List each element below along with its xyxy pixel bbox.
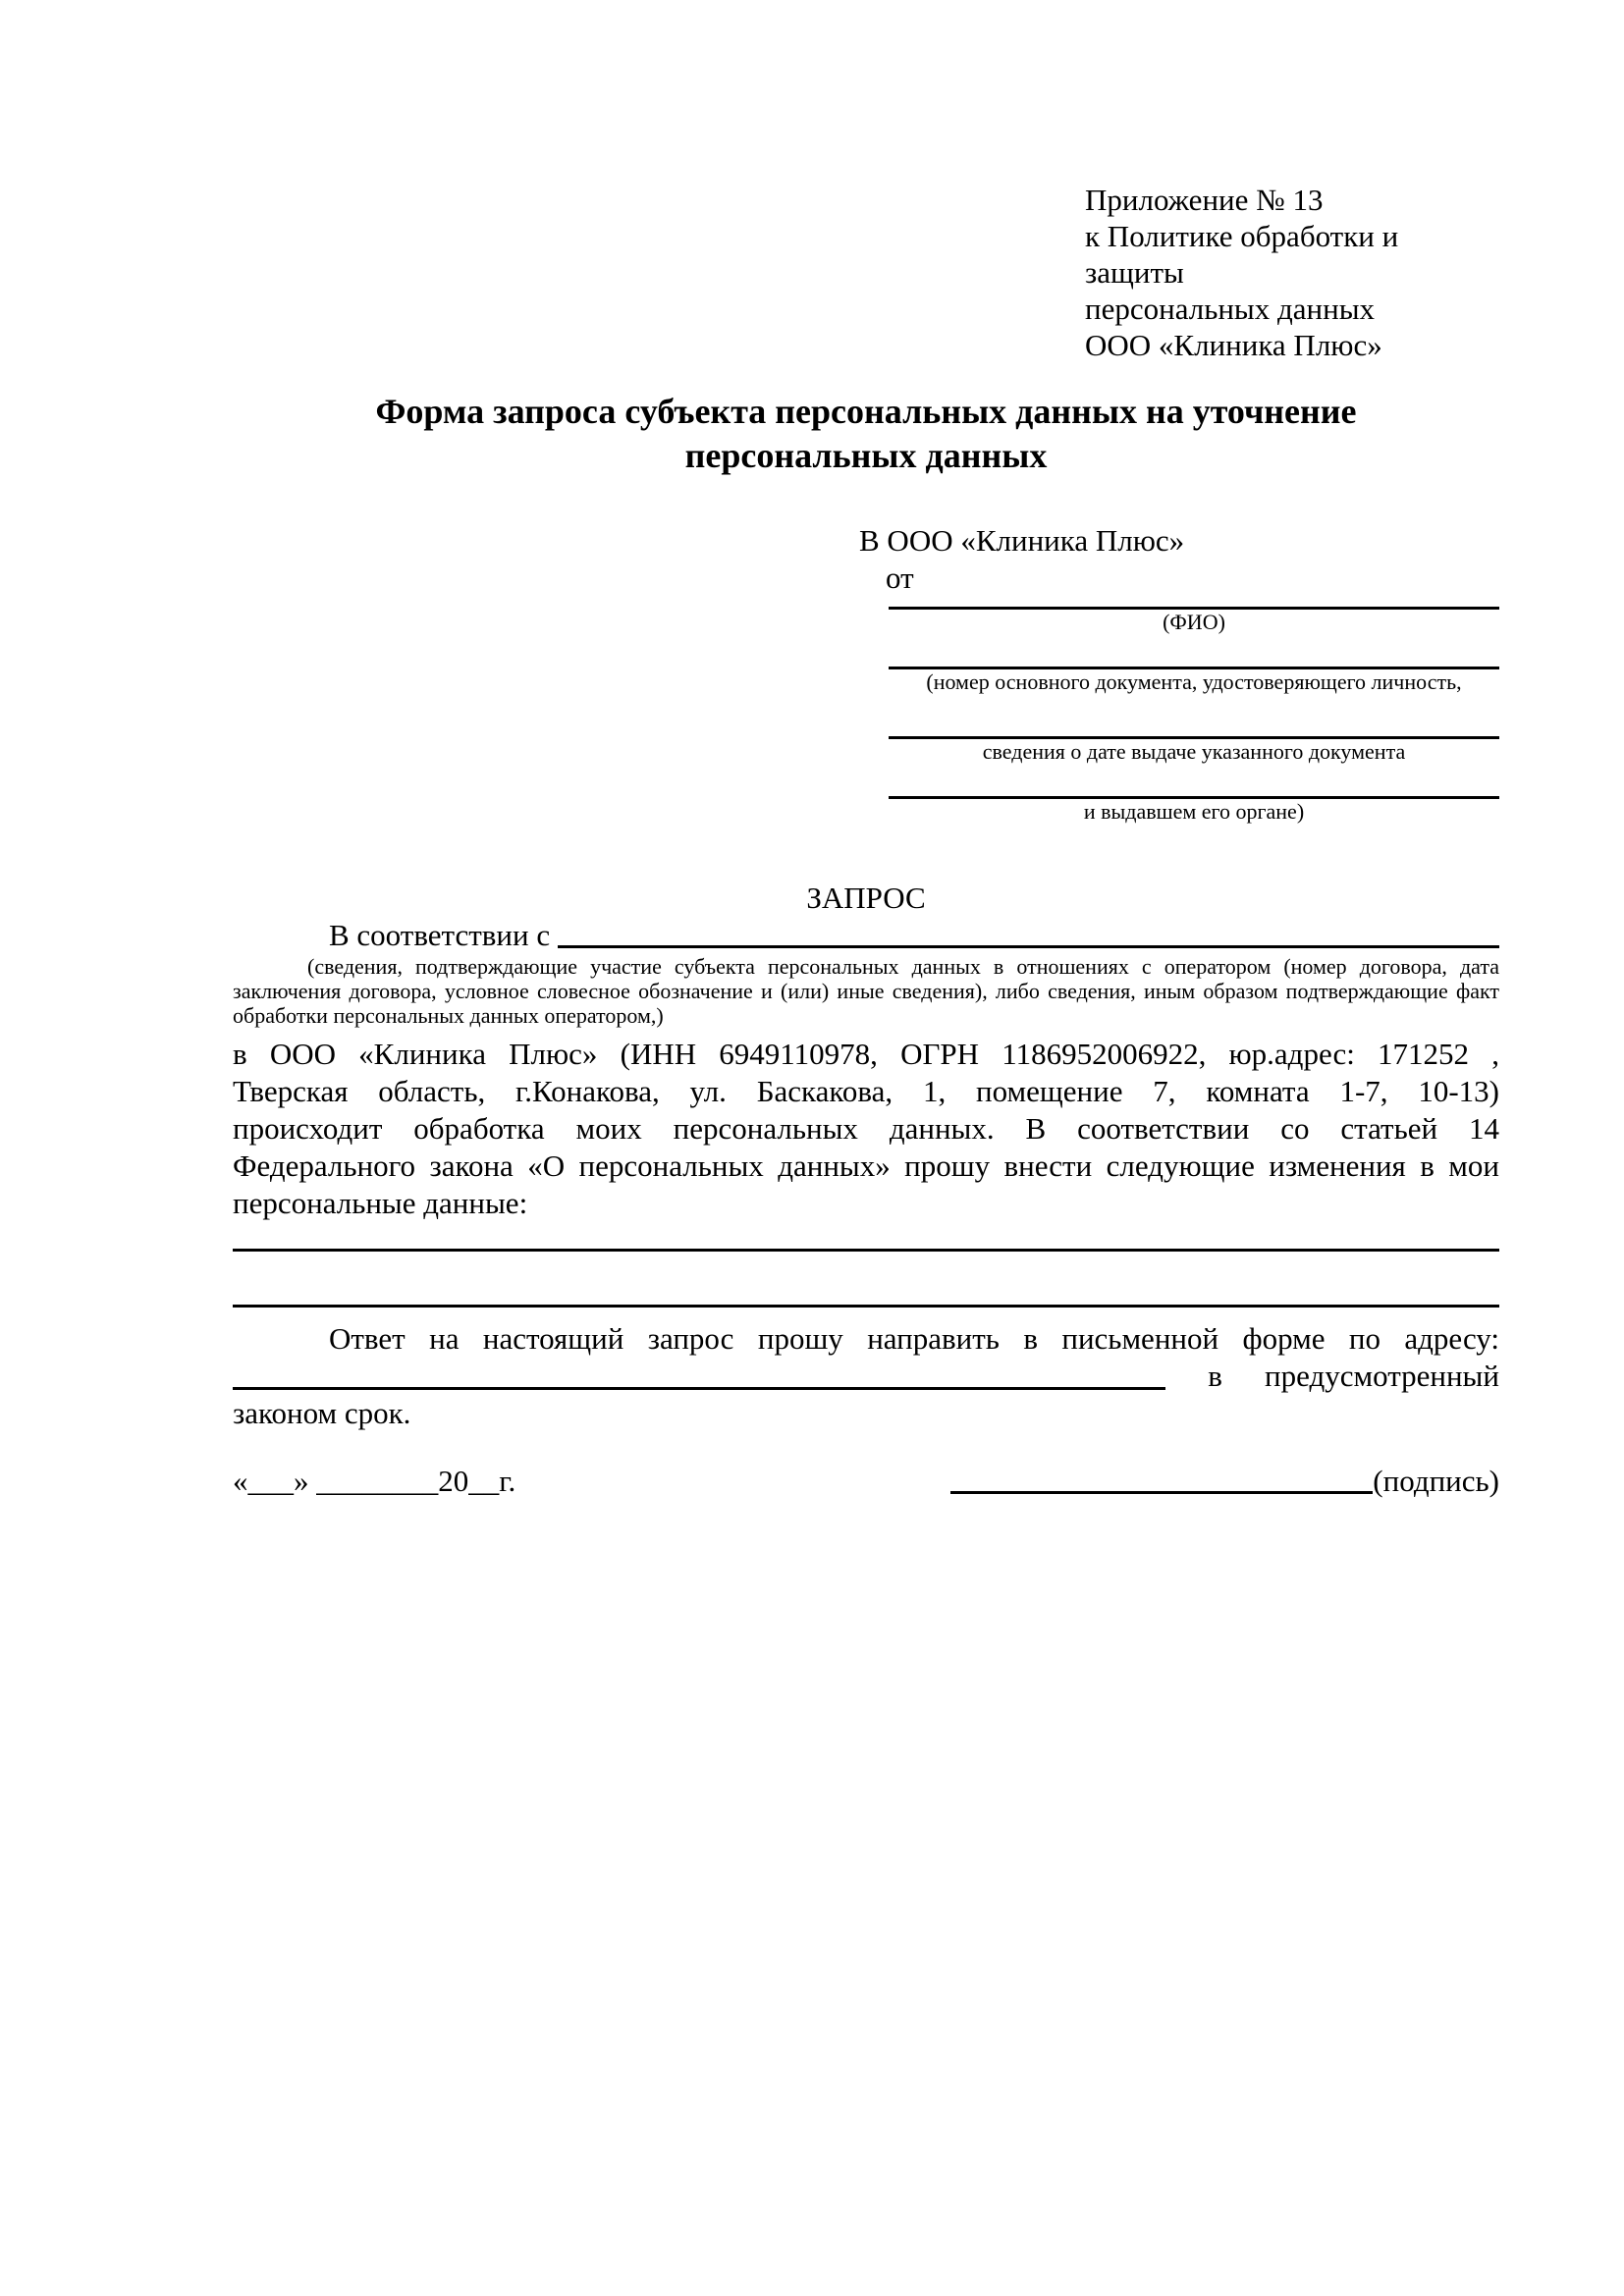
response-address-row bbox=[233, 1358, 1499, 1395]
issuing-authority-caption: и выдавшем его органе) bbox=[1083, 799, 1305, 824]
appendix-header bbox=[1085, 182, 1499, 363]
signature-group bbox=[950, 1463, 1499, 1500]
basis-footnote bbox=[233, 954, 1499, 1028]
basis-field-line bbox=[558, 917, 1499, 948]
basis-footnote-line3: обработки персональных данных оператором,) bbox=[233, 1003, 664, 1028]
fio-caption: (ФИО) bbox=[1163, 610, 1225, 634]
document-number-field-line bbox=[889, 634, 1499, 669]
request-body-line1: в ООО «Клиника Плюс» (ИНН 6949110978, ОГРН 1186952006922, юр.адрес: 171252 , bbox=[233, 1037, 1499, 1071]
issue-date-field-line bbox=[889, 694, 1499, 739]
addressee-fields bbox=[889, 597, 1499, 824]
document-number-caption: (номер основного документа, удостоверяющего личность, bbox=[926, 669, 1462, 694]
request-body-line3: происходит обработка моих персональных данных. В соответствии со статьей 14 bbox=[233, 1111, 1499, 1146]
request-body-line5: персональные данные: bbox=[233, 1186, 528, 1220]
page-title-line1: Форма запроса субъекта персональных данных на уточнение bbox=[375, 392, 1357, 431]
fio-field-line bbox=[889, 597, 1499, 610]
request-body-line4: Федерального закона «О персональных данных» прошу внести следующие изменения в мои bbox=[233, 1148, 1499, 1183]
request-body-paragraph bbox=[233, 1036, 1499, 1222]
appendix-line-number: Приложение № 13 bbox=[1085, 183, 1324, 217]
response-line1: Ответ на настоящий запрос прошу направить в письменной форме по адресу: bbox=[329, 1321, 1499, 1356]
addressee-to: В ООО «Клиника Плюс» bbox=[859, 523, 1185, 558]
addressee-block bbox=[859, 522, 1499, 824]
request-heading: ЗАПРОС bbox=[806, 881, 926, 915]
date-blank-template: «___» ________20__г. bbox=[233, 1464, 516, 1498]
date-signature-row bbox=[233, 1463, 1499, 1500]
page-title bbox=[233, 390, 1499, 478]
page-title-line2: персональных данных bbox=[684, 436, 1048, 475]
signature-field-line bbox=[950, 1465, 1373, 1494]
appendix-line-data: персональных данных bbox=[1085, 292, 1376, 326]
request-body-line2: Тверская область, г.Конакова, ул. Баскакова, 1, помещение 7, комната 1-7, 10-13) bbox=[233, 1074, 1499, 1108]
response-address-field-line bbox=[233, 1387, 1165, 1390]
response-word-in: в bbox=[1208, 1359, 1222, 1393]
changes-field-line-1 bbox=[233, 1249, 1499, 1252]
appendix-line-company: ООО «Клиника Плюс» bbox=[1085, 328, 1382, 362]
request-intro-prefix: В соответствии с bbox=[329, 918, 558, 952]
appendix-line-policy: к Политике обработки и защиты bbox=[1085, 219, 1399, 290]
issuing-authority-field-line bbox=[889, 764, 1499, 799]
basis-footnote-line1: (сведения, подтверждающие участие субъекта персональных данных в отношениях с оператором (номер договора, дата bbox=[307, 954, 1499, 979]
changes-field-line-2 bbox=[233, 1305, 1499, 1308]
issue-date-caption: сведения о дате выдаче указанного документа bbox=[982, 739, 1406, 764]
addressee-from-label: от bbox=[886, 561, 914, 595]
signature-caption: (подпись) bbox=[1373, 1464, 1499, 1498]
response-word-term: предусмотренный bbox=[1265, 1359, 1499, 1393]
request-intro-row bbox=[233, 917, 1499, 954]
basis-footnote-line2: заключения договора, условное словесное обозначение и (или) иные сведения), либо сведения, иным образом подтверждающие факт bbox=[233, 979, 1499, 1003]
response-line3: законом срок. bbox=[233, 1396, 411, 1430]
